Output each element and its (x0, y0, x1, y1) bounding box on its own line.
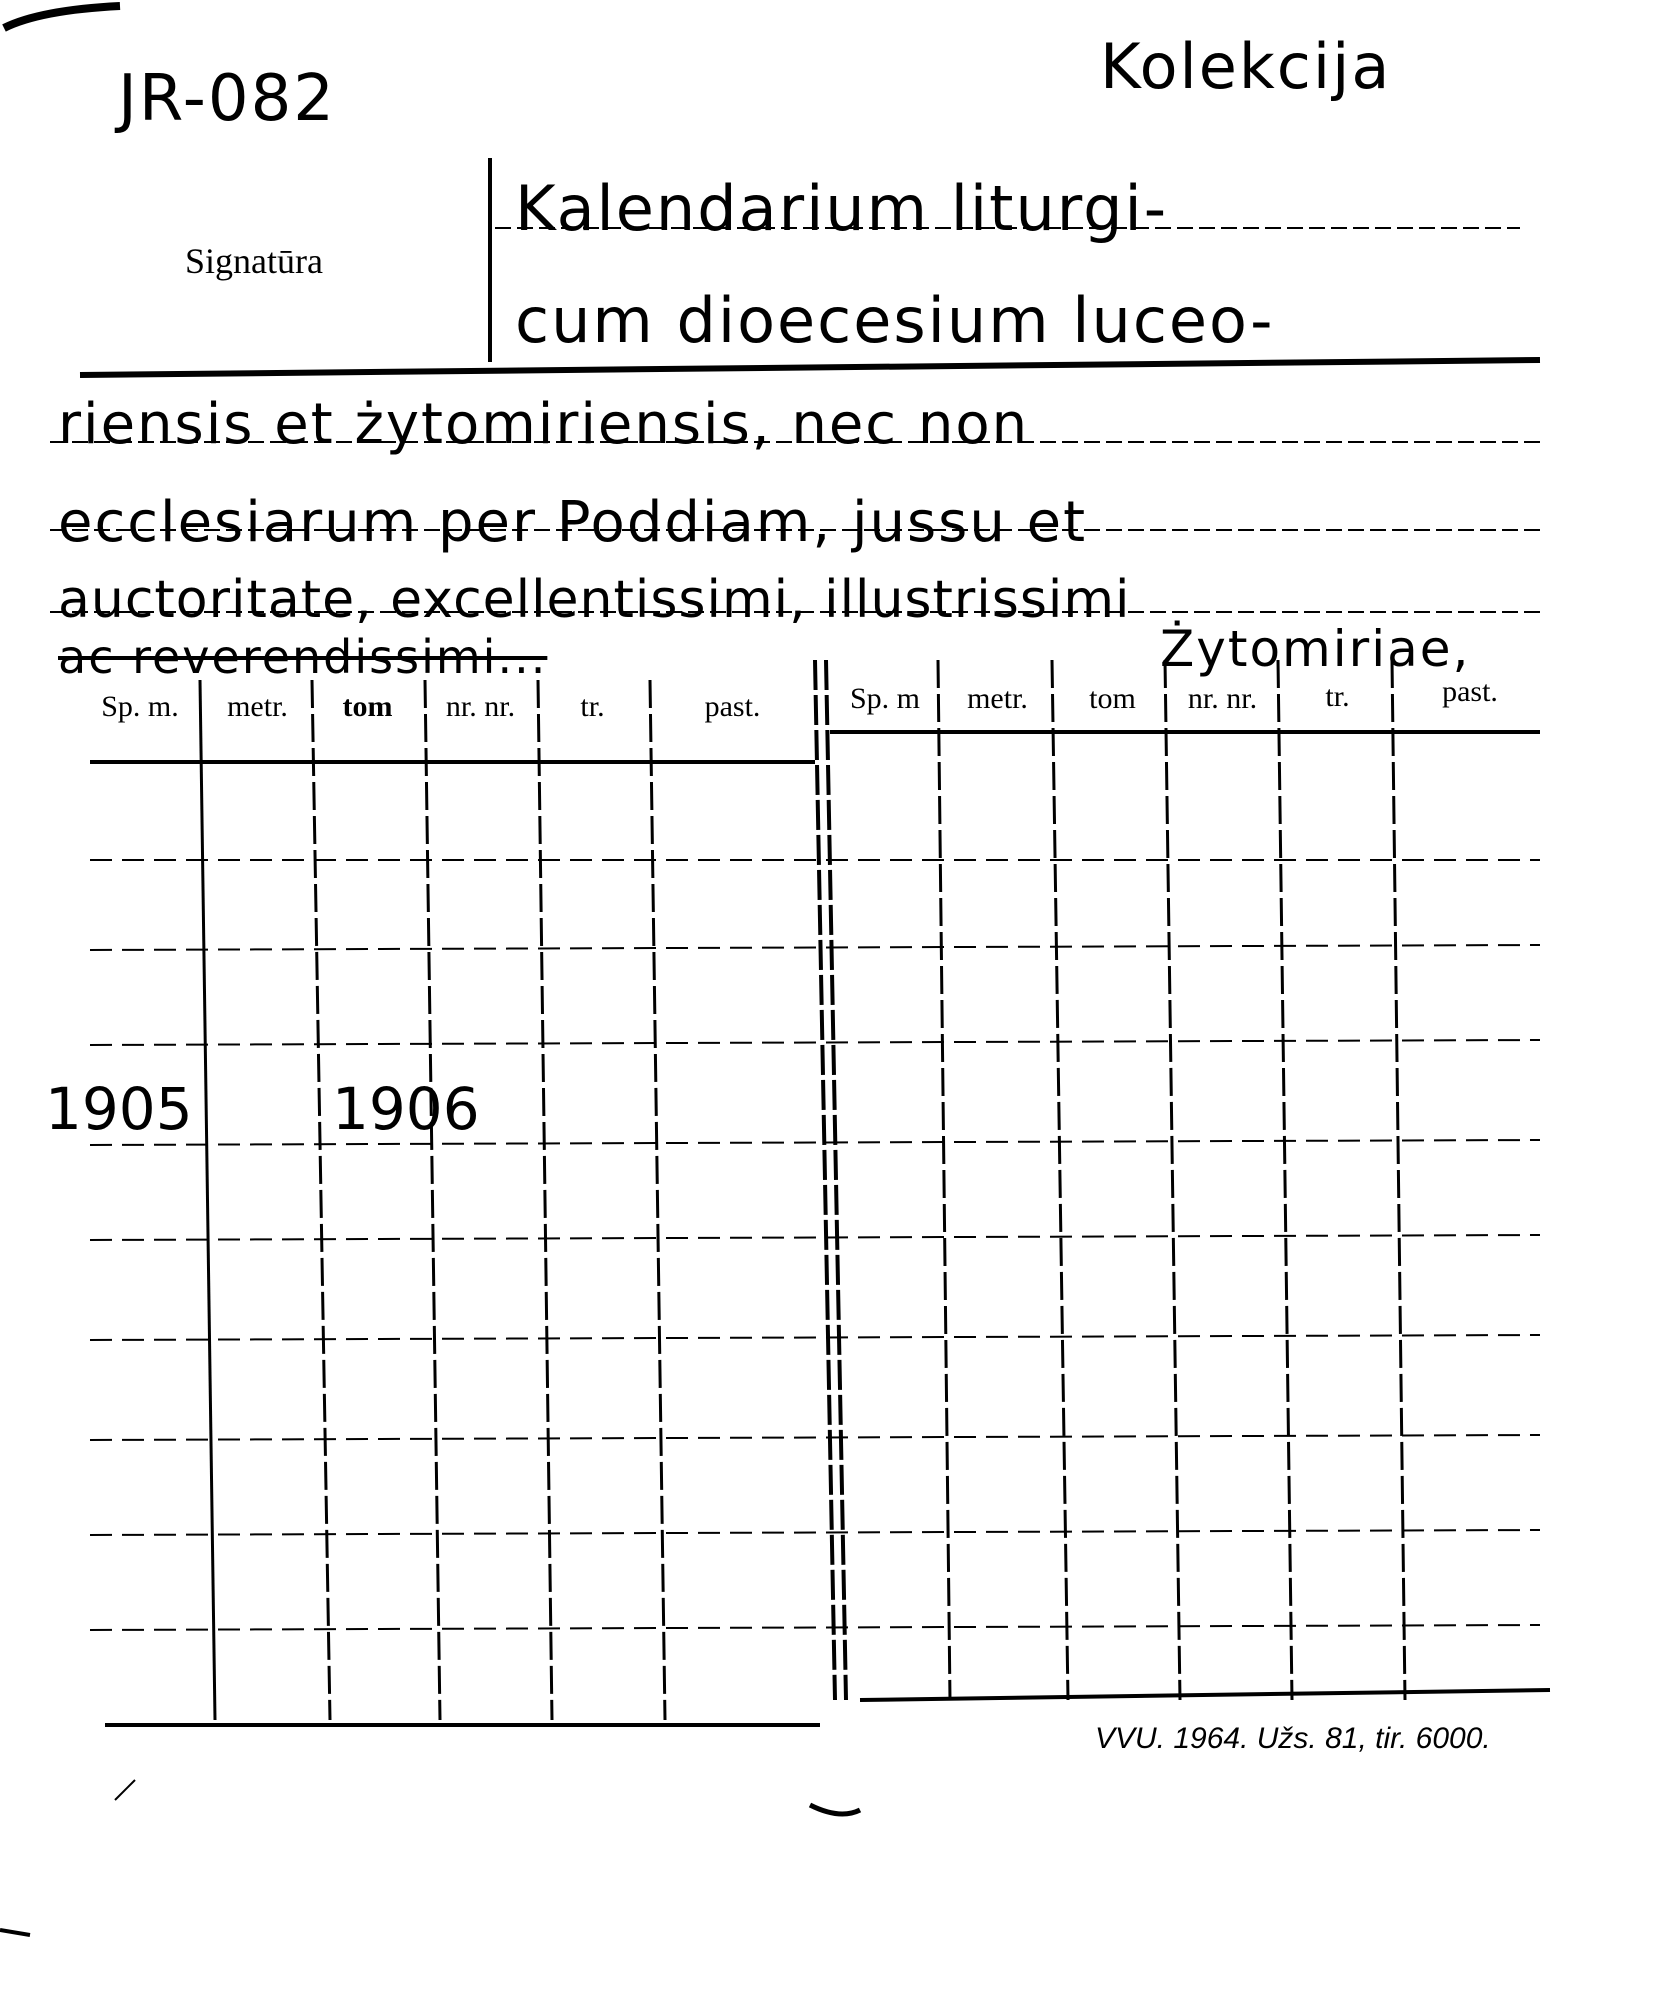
title-line-struck: ac reverendissimi... (58, 630, 548, 684)
title-line: Kalendarium liturgi- (515, 172, 1169, 245)
entry-tom: 1906 (332, 1075, 480, 1143)
col-header-past: past. (704, 690, 761, 723)
col-header-tr-right: tr. (1325, 680, 1350, 713)
col-header-tom: tom (342, 690, 393, 723)
col-header-nr-nr-right: nr. nr. (1187, 682, 1258, 715)
col-header-tom-right: tom (1089, 682, 1136, 715)
col-header-nr-nr: nr. nr. (445, 690, 516, 723)
col-header-sp-m: Sp. m. (101, 690, 179, 723)
signature-code: JR-082 (118, 62, 336, 136)
col-header-tr: tr. (580, 690, 605, 723)
place-of-publication: Żytomiriae, (1160, 620, 1471, 678)
title-line: cum dioecesium luceo- (515, 284, 1275, 357)
col-header-sp-m-right: Sp. m (849, 682, 921, 715)
title-line: riensis et żytomiriensis, nec non (58, 392, 1030, 457)
col-header-past-right: past. (1442, 675, 1498, 708)
title-line: auctoritate, excellentissimi, illustrissimi (58, 570, 1131, 630)
entry-sp-m: 1905 (45, 1075, 193, 1143)
col-header-metr: metr. (227, 690, 288, 723)
collection-label: Kolekcija (1100, 30, 1392, 103)
col-header-metr-right: metr. (967, 682, 1028, 715)
signature-label: Signatūra (185, 241, 323, 281)
imprint: VVU. 1964. Užs. 81, tir. 6000. (1095, 1722, 1491, 1755)
title-line: ecclesiarum per Poddiam, jussu et (58, 490, 1088, 555)
